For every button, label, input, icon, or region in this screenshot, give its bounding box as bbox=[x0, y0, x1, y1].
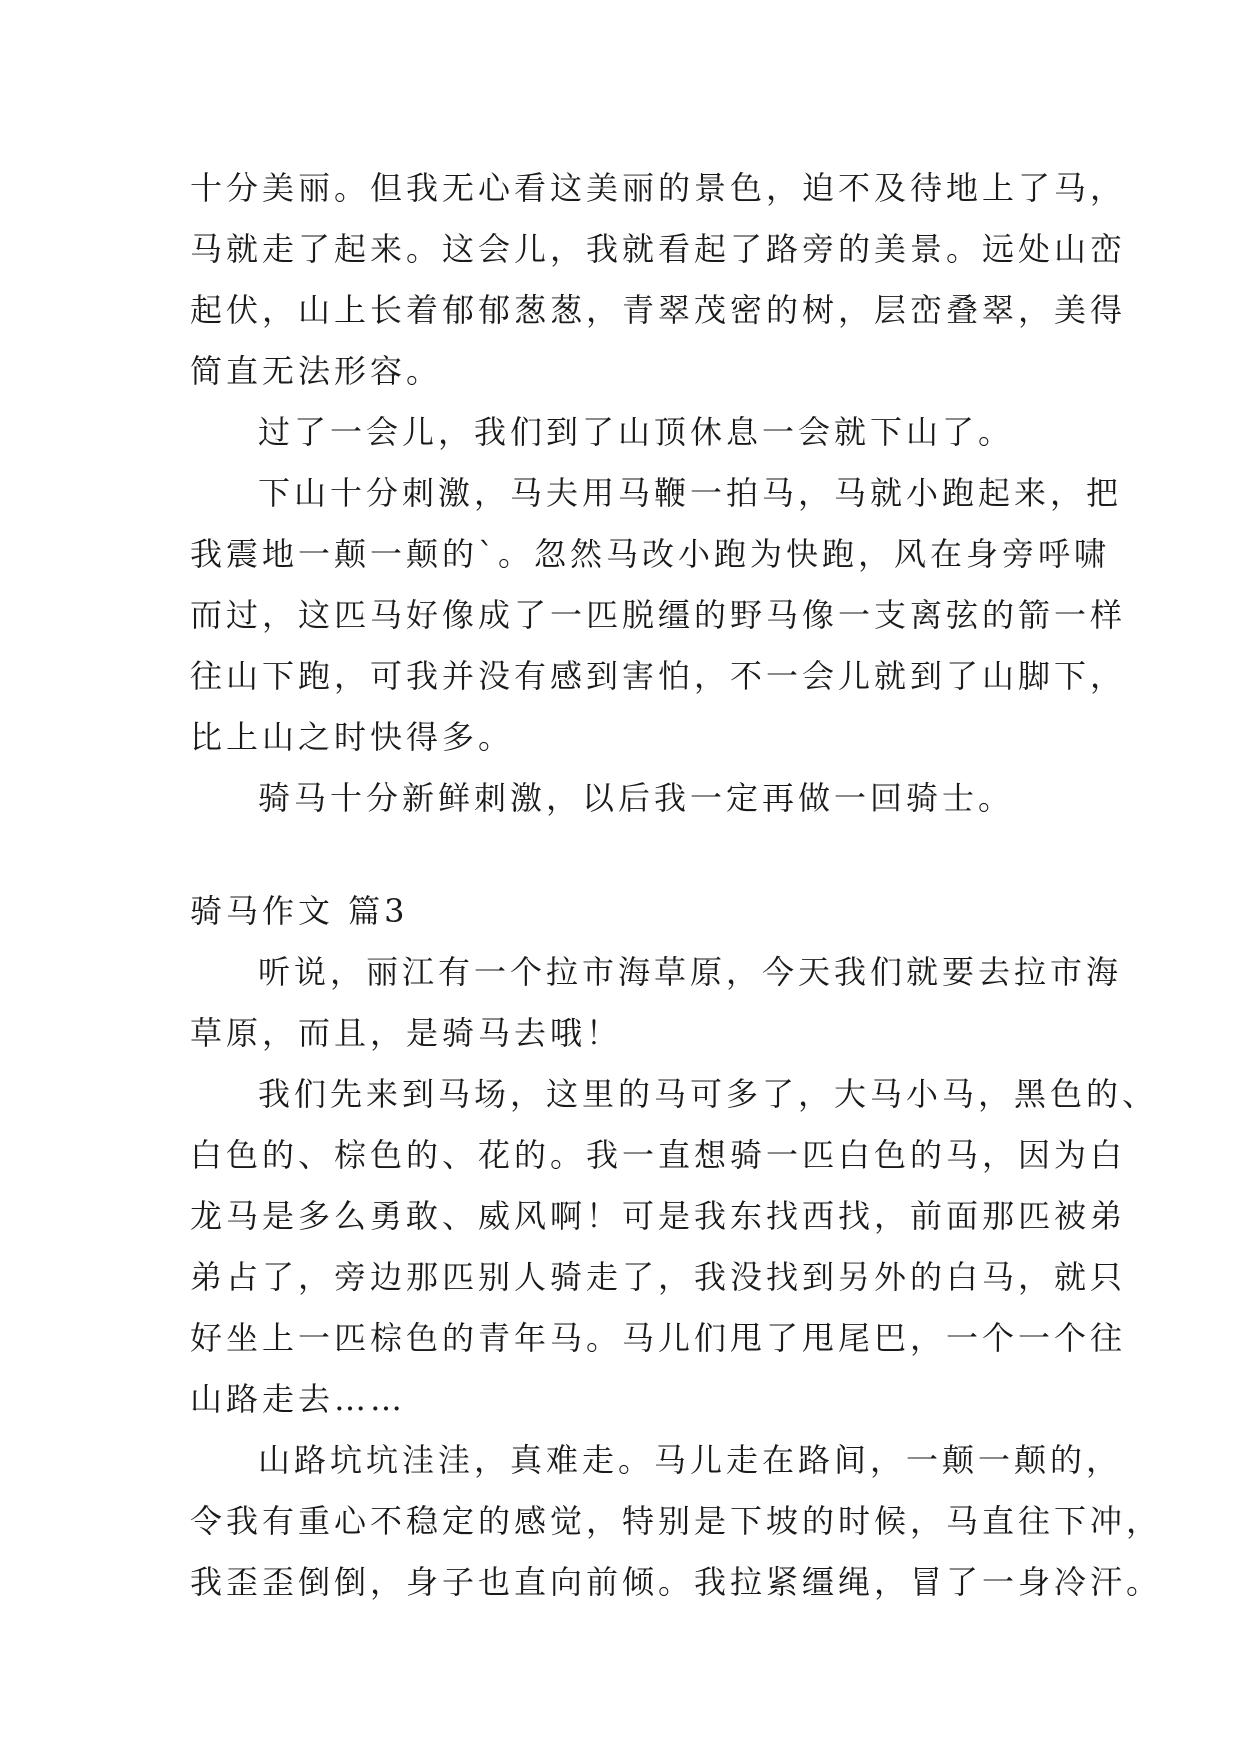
text-line: 往山下跑，可我并没有感到害怕，不一会儿就到了山脚下， bbox=[190, 657, 1127, 695]
text-line: 我歪歪倒倒，身子也直向前倾。我拉紧缰绳，冒了一身冷汗。 bbox=[190, 1563, 1163, 1601]
document-body bbox=[190, 158, 1163, 1613]
paragraph bbox=[190, 1430, 1163, 1613]
text-line: 弟占了，旁边那匹别人骑走了，我没找到另外的白马，就只 bbox=[190, 1258, 1127, 1296]
text-line: 简直无法形容。 bbox=[190, 352, 443, 390]
text-line: 比上山之时快得多。 bbox=[190, 718, 515, 756]
text-line: 我们先来到马场，这里的马可多了，大马小马，黑色的、 bbox=[258, 1075, 1159, 1113]
paragraph bbox=[190, 942, 1123, 1064]
section-heading: 骑马作文 篇3 bbox=[190, 892, 409, 930]
text-line: 起伏，山上长着郁郁葱葱，青翠茂密的树，层峦叠翠，美得 bbox=[190, 291, 1127, 329]
text-line: 山路走去…… bbox=[190, 1380, 407, 1418]
text-line: 草原，而且，是骑马去哦！ bbox=[190, 1014, 623, 1052]
paragraph bbox=[190, 158, 1127, 402]
text-line: 过了一会儿，我们到了山顶休息一会就下山了。 bbox=[258, 413, 1015, 451]
text-line: 令我有重心不稳定的感觉，特别是下坡的时候，马直往下冲， bbox=[190, 1502, 1163, 1540]
paragraph bbox=[190, 1064, 1159, 1430]
text-line: 马就走了起来。这会儿，我就看起了路旁的美景。远处山峦 bbox=[190, 230, 1127, 268]
paragraph bbox=[190, 402, 1070, 463]
text-line: 山路坑坑洼洼，真难走。马儿走在路间，一颠一颠的， bbox=[258, 1441, 1123, 1479]
section-top bbox=[190, 158, 1127, 829]
text-line: 骑马十分新鲜刺激，以后我一定再做一回骑士。 bbox=[258, 779, 1015, 817]
paragraph bbox=[190, 463, 1127, 768]
text-line: 龙马是多么勇敢、威风啊！可是我东找西找，前面那匹被弟 bbox=[190, 1197, 1127, 1235]
text-line: 好坐上一匹棕色的青年马。马儿们甩了甩尾巴，一个一个往 bbox=[190, 1319, 1127, 1357]
text-line: 我震地一颠一颠的`。忽然马改小跑为快跑，风在身旁呼啸 bbox=[190, 535, 1111, 573]
text-line: 十分美丽。但我无心看这美丽的景色，迫不及待地上了马， bbox=[190, 169, 1127, 207]
section-bottom bbox=[190, 942, 1163, 1613]
paragraph bbox=[190, 768, 1070, 829]
text-line: 白色的、棕色的、花的。我一直想骑一匹白色的马，因为白 bbox=[190, 1136, 1127, 1174]
text-line: 下山十分刺激，马夫用马鞭一拍马，马就小跑起来，把 bbox=[258, 474, 1123, 512]
text-line: 而过，这匹马好像成了一匹脱缰的野马像一支离弦的箭一样 bbox=[190, 596, 1127, 634]
text-line: 听说，丽江有一个拉市海草原，今天我们就要去拉市海 bbox=[258, 953, 1123, 991]
section-spacer bbox=[190, 829, 1070, 881]
